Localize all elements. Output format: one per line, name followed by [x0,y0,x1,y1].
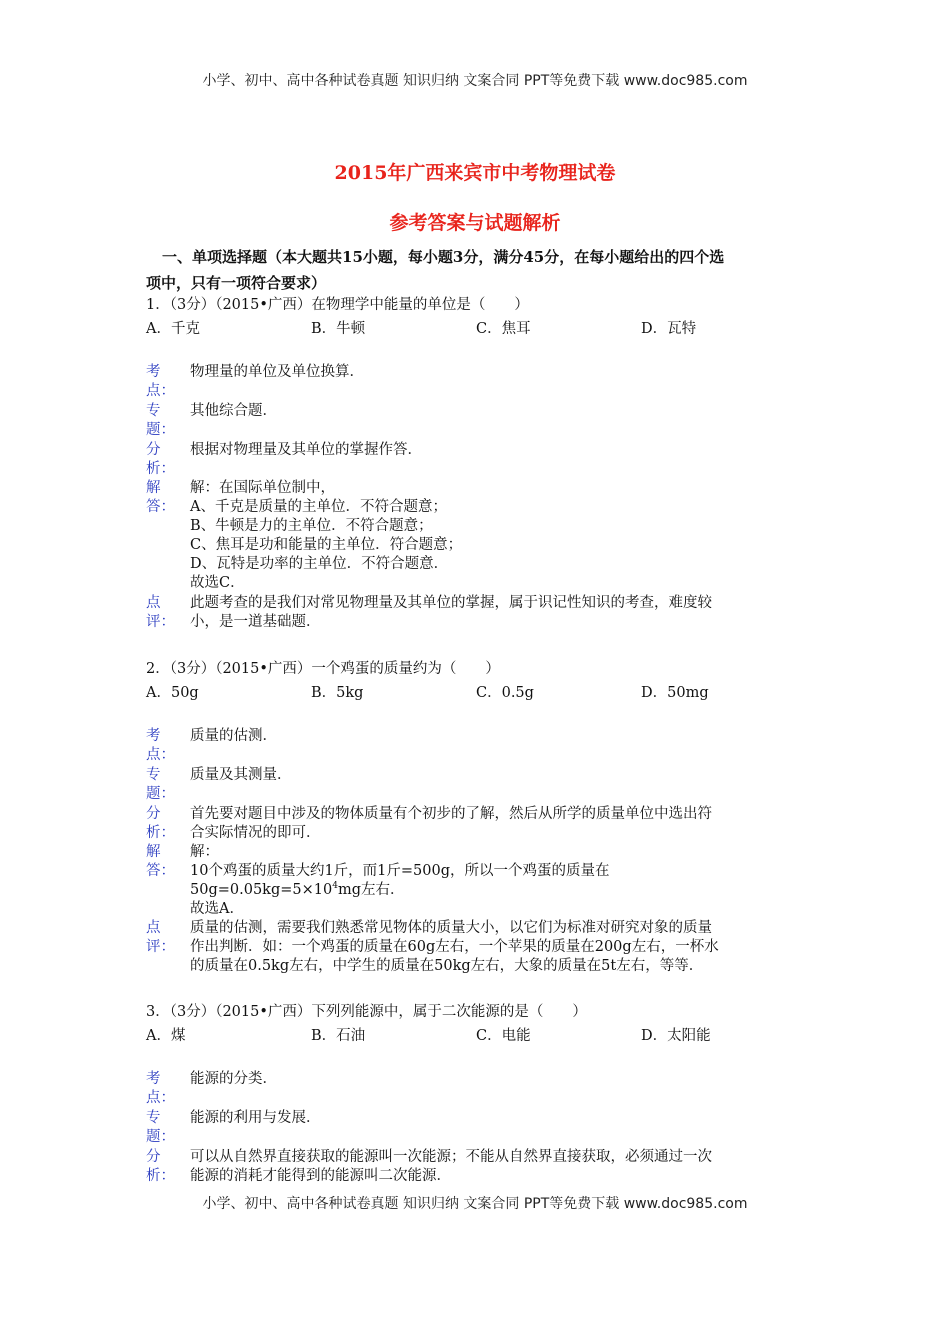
q2-label-fenxi-1: 分 [146,806,161,822]
q2-dianping-line: 的质量在0.5kg左右，中学生的质量在50kg左右，大象的质量在5t左右，等等． [190,958,704,974]
section-heading-line1: 一、单项选择题（本大题共15小题，每小题3分，满分45分，在每小题给出的四个选 [162,248,725,266]
q2-label-kaodian-2: 点： [146,747,175,763]
q2-label-jieda-2: 答： [146,863,175,879]
q3-option-c: C．电能 [476,1028,531,1044]
q2-label-jieda-1: 解 [146,844,161,860]
q2-stem: 2．（3分）（2015•广西）一个鸡蛋的质量约为（ ） [146,661,500,677]
q2-option-b: B．5kg [311,685,364,701]
q1-jieda-line: 解：在国际单位制中， [190,480,335,496]
q1-label-fenxi-1: 分 [146,442,161,458]
q1-jieda-line: A、千克是质量的主单位．不符合题意； [190,499,447,515]
page-subtitle: 参考答案与试题解析 [389,212,561,234]
q2-dianping-line: 作出判断．如：一个鸡蛋的质量在60g左右，一个苹果的质量在200g左右，一杯水 [190,939,719,955]
q1-option-d: D．瓦特 [641,321,697,337]
q3-label-fenxi-1: 分 [146,1149,161,1165]
q2-label-fenxi-2: 析： [146,825,175,841]
q1-label-zhuanti-1: 专 [146,403,161,419]
q1-jieda-line: D、瓦特是功率的主单位．不符合题意． [190,556,449,572]
q2-jieda-equation [190,881,404,900]
q3-label-zhuanti-2: 题： [146,1129,175,1145]
q1-label-dianping-2: 评： [146,614,175,630]
q1-label-kaodian-2: 点： [146,383,175,399]
q1-label-jieda-1: 解 [146,480,161,496]
q1-fenxi: 根据对物理量及其单位的掌握作答． [190,442,422,458]
q3-label-fenxi-2: 析： [146,1168,175,1184]
q1-kaodian: 物理量的单位及单位换算． [190,364,364,380]
q2-jieda-eq-exponent: 4 [332,881,338,892]
q2-option-c: C．0.5g [476,685,534,701]
q2-jieda-line: 10个鸡蛋的质量大约1斤，而1斤=500g，所以一个鸡蛋的质量在 [190,863,610,879]
q1-jieda-line: 故选C． [190,575,245,591]
q1-option-b: B．牛顿 [311,321,366,337]
q2-fenxi-line: 合实际情况的即可． [190,825,321,841]
q3-option-b: B．石油 [311,1028,366,1044]
q1-option-a: A．千克 [146,321,200,337]
q1-label-jieda-2: 答： [146,499,175,515]
q2-label-zhuanti-1: 专 [146,767,161,783]
q1-jieda-line: B、牛顿是力的主单位．不符合题意； [190,518,433,534]
q1-stem: 1．（3分）（2015•广西）在物理学中能量的单位是（ ） [146,297,529,313]
q1-label-zhuanti-2: 题： [146,422,175,438]
q3-stem: 3．（3分）（2015•广西）下列列能源中，属于二次能源的是（ ） [146,1004,587,1020]
q1-dianping-line: 小，是一道基础题． [190,614,321,630]
q1-label-dianping-1: 点 [146,595,161,611]
q2-option-a: A．50g [146,685,199,701]
q3-label-zhuanti-1: 专 [146,1110,161,1126]
q2-option-d: D．50mg [641,685,709,701]
q3-zhuanti: 能源的利用与发展． [190,1110,321,1126]
q3-label-kaodian-1: 考 [146,1071,161,1087]
q1-label-fenxi-2: 析： [146,461,175,477]
q2-label-zhuanti-2: 题： [146,786,175,802]
q2-jieda-line: 故选A． [190,901,244,917]
q2-jieda-eq-base: 50g=0.05kg=5×10 [190,882,333,898]
q2-fenxi-line: 首先要对题目中涉及的物体质量有个初步的了解，然后从所学的质量单位中选出符 [190,806,712,822]
q2-jieda-line: 解： [190,844,219,860]
q1-option-c: C．焦耳 [476,321,531,337]
q3-fenxi-line: 能源的消耗才能得到的能源叫二次能源． [190,1168,451,1184]
q1-zhuanti: 其他综合题． [190,403,277,419]
q2-kaodian: 质量的估测． [190,728,277,744]
q3-fenxi-line: 可以从自然界直接获取的能源叫一次能源；不能从自然界直接获取，必须通过一次 [190,1149,712,1165]
q2-label-dianping-1: 点 [146,920,161,936]
q1-dianping-line: 此题考查的是我们对常见物理量及其单位的掌握，属于识记性知识的考查，难度较 [190,595,712,611]
q3-kaodian: 能源的分类． [190,1071,277,1087]
q3-option-a: A．煤 [146,1028,186,1044]
q3-label-kaodian-2: 点： [146,1090,175,1106]
q1-jieda-line: C、焦耳是功和能量的主单位．符合题意； [190,537,463,553]
q2-label-kaodian-1: 考 [146,728,161,744]
page-header: 小学、初中、高中各种试卷真题 知识归纳 文案合同 PPT等免费下载 www.doc985.com [202,73,748,89]
page-title: 2015年广西来宾市中考物理试卷 [334,162,616,184]
page-footer: 小学、初中、高中各种试卷真题 知识归纳 文案合同 PPT等免费下载 www.doc985.com [202,1196,748,1212]
q1-label-kaodian-1: 考 [146,364,161,380]
q2-zhuanti: 质量及其测量． [190,767,292,783]
q2-jieda-eq-unit: mg左右． [337,882,405,898]
section-heading-line2: 项中，只有一项符合要求） [146,274,327,292]
q3-option-d: D．太阳能 [641,1028,711,1044]
q2-label-dianping-2: 评： [146,939,175,955]
q2-dianping-line: 质量的估测，需要我们熟悉常见物体的质量大小，以它们为标准对研究对象的质量 [190,920,712,936]
